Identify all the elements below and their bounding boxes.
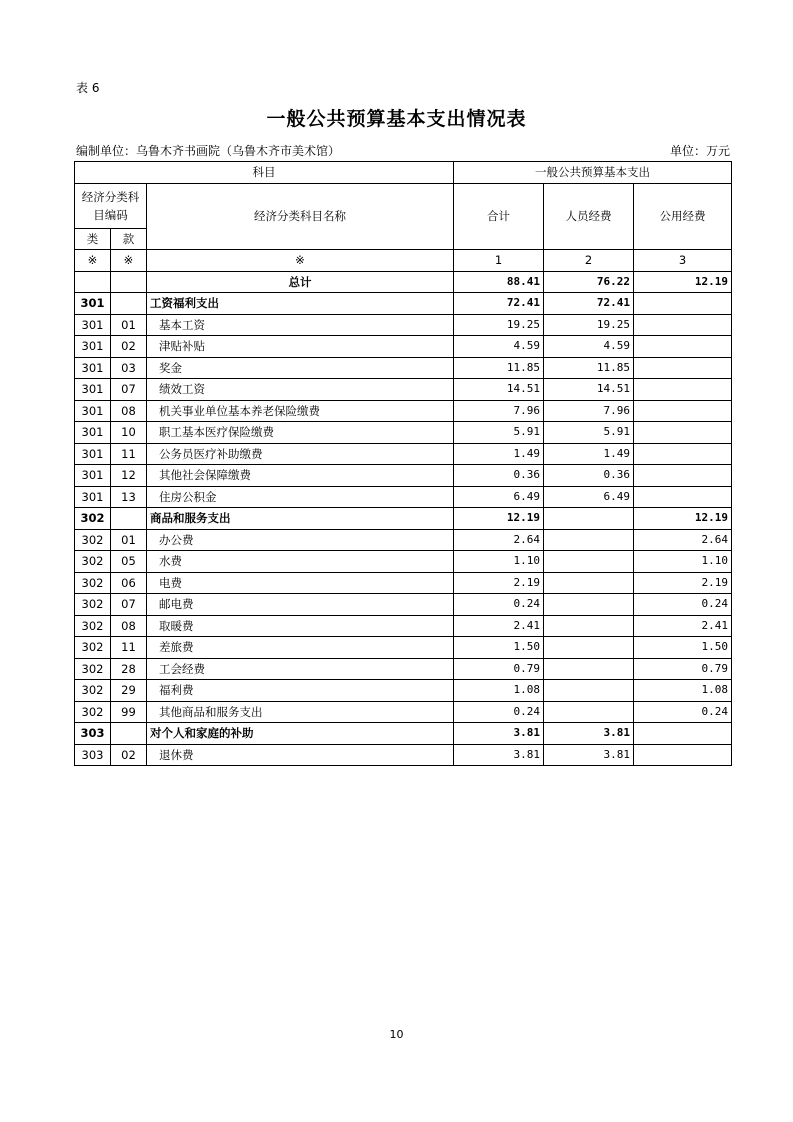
cell-name: 工资福利支出 xyxy=(147,293,454,315)
cell-name: 其他社会保障缴费 xyxy=(147,465,454,487)
cell-public xyxy=(634,723,732,745)
cell-public xyxy=(634,744,732,766)
cell-personnel: 19.25 xyxy=(544,314,634,336)
cell-public: 2.41 xyxy=(634,615,732,637)
cell-total: 1.08 xyxy=(454,680,544,702)
unit-label: 单位：万元 xyxy=(669,144,730,158)
header-econ-name: 经济分类科目名称 xyxy=(147,183,454,250)
cell-total: 1.50 xyxy=(454,637,544,659)
table-row xyxy=(75,314,732,336)
cell-public xyxy=(634,314,732,336)
cell-public: 1.08 xyxy=(634,680,732,702)
cell-total: 2.64 xyxy=(454,529,544,551)
cell-personnel xyxy=(544,615,634,637)
cell-name: 机关事业单位基本养老保险缴费 xyxy=(147,400,454,422)
cell-total: 11.85 xyxy=(454,357,544,379)
header-public: 公用经费 xyxy=(634,183,732,250)
cell-public xyxy=(634,336,732,358)
cell-personnel: 6.49 xyxy=(544,486,634,508)
cell-kuan xyxy=(111,508,147,530)
cell-lei: 302 xyxy=(75,680,111,702)
cell-public: 1.50 xyxy=(634,637,732,659)
cell-personnel: 11.85 xyxy=(544,357,634,379)
cell-lei: 301 xyxy=(75,293,111,315)
cell-lei: 302 xyxy=(75,594,111,616)
cell-kuan: 02 xyxy=(111,744,147,766)
header-index-1: 1 xyxy=(454,250,544,272)
cell-name: 总计 xyxy=(147,271,454,293)
cell-personnel xyxy=(544,572,634,594)
cell-public xyxy=(634,422,732,444)
cell-personnel xyxy=(544,529,634,551)
cell-total: 5.91 xyxy=(454,422,544,444)
cell-lei: 301 xyxy=(75,314,111,336)
cell-lei: 301 xyxy=(75,443,111,465)
cell-total: 14.51 xyxy=(454,379,544,401)
header-econ-code: 经济分类科目编码 xyxy=(75,183,147,228)
cell-kuan: 13 xyxy=(111,486,147,508)
cell-name: 其他商品和服务支出 xyxy=(147,701,454,723)
cell-public: 1.10 xyxy=(634,551,732,573)
cell-kuan: 06 xyxy=(111,572,147,594)
cell-name: 基本工资 xyxy=(147,314,454,336)
cell-name: 办公费 xyxy=(147,529,454,551)
cell-kuan: 07 xyxy=(111,594,147,616)
cell-total: 0.79 xyxy=(454,658,544,680)
cell-lei: 302 xyxy=(75,572,111,594)
table-body xyxy=(75,271,732,766)
cell-kuan: 29 xyxy=(111,680,147,702)
cell-personnel xyxy=(544,680,634,702)
cell-total: 12.19 xyxy=(454,508,544,530)
cell-lei: 302 xyxy=(75,615,111,637)
header-index-3: 3 xyxy=(634,250,732,272)
cell-lei: 301 xyxy=(75,465,111,487)
cell-name: 绩效工资 xyxy=(147,379,454,401)
cell-personnel xyxy=(544,637,634,659)
cell-lei: 302 xyxy=(75,508,111,530)
cell-lei: 301 xyxy=(75,379,111,401)
cell-kuan: 02 xyxy=(111,336,147,358)
header-total: 合计 xyxy=(454,183,544,250)
cell-kuan xyxy=(111,723,147,745)
cell-name: 福利费 xyxy=(147,680,454,702)
cell-lei xyxy=(75,271,111,293)
header-index-2: 2 xyxy=(544,250,634,272)
cell-personnel: 0.36 xyxy=(544,465,634,487)
cell-kuan xyxy=(111,293,147,315)
table-row xyxy=(75,293,732,315)
page-number: 10 xyxy=(389,1028,404,1041)
table-row xyxy=(75,637,732,659)
header-subject: 科目 xyxy=(75,162,454,184)
cell-total: 7.96 xyxy=(454,400,544,422)
cell-total: 0.36 xyxy=(454,465,544,487)
table-row xyxy=(75,551,732,573)
cell-personnel: 7.96 xyxy=(544,400,634,422)
cell-public xyxy=(634,443,732,465)
cell-personnel xyxy=(544,594,634,616)
cell-total: 2.41 xyxy=(454,615,544,637)
table-row xyxy=(75,572,732,594)
budget-table xyxy=(74,161,732,766)
cell-kuan: 11 xyxy=(111,637,147,659)
cell-kuan: 12 xyxy=(111,465,147,487)
cell-public: 0.24 xyxy=(634,701,732,723)
cell-lei: 301 xyxy=(75,400,111,422)
cell-kuan: 01 xyxy=(111,529,147,551)
header-personnel: 人员经费 xyxy=(544,183,634,250)
cell-personnel: 76.22 xyxy=(544,271,634,293)
cell-total: 1.49 xyxy=(454,443,544,465)
cell-personnel xyxy=(544,551,634,573)
cell-name: 商品和服务支出 xyxy=(147,508,454,530)
cell-public: 0.24 xyxy=(634,594,732,616)
cell-name: 津贴补贴 xyxy=(147,336,454,358)
table-row xyxy=(75,723,732,745)
compiler-label: 编制单位：乌鲁木齐书画院（乌鲁木齐市美术馆） xyxy=(76,144,341,158)
table-row xyxy=(75,658,732,680)
cell-name: 工会经费 xyxy=(147,658,454,680)
cell-total: 4.59 xyxy=(454,336,544,358)
table-row xyxy=(75,529,732,551)
cell-lei: 302 xyxy=(75,529,111,551)
cell-name: 奖金 xyxy=(147,357,454,379)
cell-kuan: 03 xyxy=(111,357,147,379)
cell-total: 3.81 xyxy=(454,723,544,745)
cell-personnel: 72.41 xyxy=(544,293,634,315)
cell-name: 邮电费 xyxy=(147,594,454,616)
header-mark-lei: ※ xyxy=(75,250,111,272)
cell-lei: 302 xyxy=(75,701,111,723)
cell-public: 12.19 xyxy=(634,508,732,530)
cell-kuan: 10 xyxy=(111,422,147,444)
cell-personnel: 5.91 xyxy=(544,422,634,444)
table-row xyxy=(75,508,732,530)
table-row xyxy=(75,594,732,616)
table-header xyxy=(75,162,732,272)
cell-total: 1.10 xyxy=(454,551,544,573)
cell-kuan: 08 xyxy=(111,400,147,422)
cell-lei: 301 xyxy=(75,422,111,444)
table-label: 表 6 xyxy=(76,81,100,95)
cell-personnel: 3.81 xyxy=(544,723,634,745)
cell-personnel: 14.51 xyxy=(544,379,634,401)
cell-total: 72.41 xyxy=(454,293,544,315)
table-row xyxy=(75,357,732,379)
cell-kuan: 01 xyxy=(111,314,147,336)
cell-lei: 302 xyxy=(75,551,111,573)
header-mark-kuan: ※ xyxy=(111,250,147,272)
table-row xyxy=(75,336,732,358)
header-kuan: 款 xyxy=(111,228,147,250)
cell-public xyxy=(634,293,732,315)
header-mark-name: ※ xyxy=(147,250,454,272)
cell-name: 电费 xyxy=(147,572,454,594)
cell-public xyxy=(634,400,732,422)
cell-name: 对个人和家庭的补助 xyxy=(147,723,454,745)
cell-public xyxy=(634,486,732,508)
table-row xyxy=(75,422,732,444)
table-row xyxy=(75,615,732,637)
cell-name: 取暖费 xyxy=(147,615,454,637)
cell-public xyxy=(634,357,732,379)
table-row xyxy=(75,744,732,766)
cell-public: 2.19 xyxy=(634,572,732,594)
cell-lei: 301 xyxy=(75,336,111,358)
cell-personnel: 3.81 xyxy=(544,744,634,766)
table-row xyxy=(75,271,732,293)
cell-total: 0.24 xyxy=(454,701,544,723)
table-row xyxy=(75,486,732,508)
cell-lei: 301 xyxy=(75,486,111,508)
cell-name: 公务员医疗补助缴费 xyxy=(147,443,454,465)
cell-total: 0.24 xyxy=(454,594,544,616)
cell-kuan: 28 xyxy=(111,658,147,680)
cell-lei: 302 xyxy=(75,658,111,680)
cell-lei: 301 xyxy=(75,357,111,379)
cell-total: 19.25 xyxy=(454,314,544,336)
cell-total: 2.19 xyxy=(454,572,544,594)
cell-total: 3.81 xyxy=(454,744,544,766)
header-lei: 类 xyxy=(75,228,111,250)
cell-kuan: 07 xyxy=(111,379,147,401)
cell-kuan: 99 xyxy=(111,701,147,723)
table-row xyxy=(75,465,732,487)
cell-personnel xyxy=(544,701,634,723)
cell-lei: 302 xyxy=(75,637,111,659)
table-row xyxy=(75,680,732,702)
cell-kuan xyxy=(111,271,147,293)
cell-name: 退休费 xyxy=(147,744,454,766)
cell-lei: 303 xyxy=(75,723,111,745)
cell-personnel xyxy=(544,658,634,680)
table-row xyxy=(75,379,732,401)
cell-public: 12.19 xyxy=(634,271,732,293)
cell-public: 0.79 xyxy=(634,658,732,680)
cell-total: 88.41 xyxy=(454,271,544,293)
cell-lei: 303 xyxy=(75,744,111,766)
cell-public xyxy=(634,379,732,401)
table-row xyxy=(75,701,732,723)
cell-personnel: 1.49 xyxy=(544,443,634,465)
cell-personnel xyxy=(544,508,634,530)
cell-kuan: 11 xyxy=(111,443,147,465)
cell-public: 2.64 xyxy=(634,529,732,551)
cell-name: 住房公积金 xyxy=(147,486,454,508)
cell-kuan: 05 xyxy=(111,551,147,573)
header-budget-group: 一般公共预算基本支出 xyxy=(454,162,732,184)
cell-name: 水费 xyxy=(147,551,454,573)
cell-kuan: 08 xyxy=(111,615,147,637)
cell-personnel: 4.59 xyxy=(544,336,634,358)
cell-name: 差旅费 xyxy=(147,637,454,659)
cell-public xyxy=(634,465,732,487)
table-row xyxy=(75,400,732,422)
cell-total: 6.49 xyxy=(454,486,544,508)
page-title: 一般公共预算基本支出情况表 xyxy=(266,108,527,130)
table-row xyxy=(75,443,732,465)
cell-name: 职工基本医疗保险缴费 xyxy=(147,422,454,444)
